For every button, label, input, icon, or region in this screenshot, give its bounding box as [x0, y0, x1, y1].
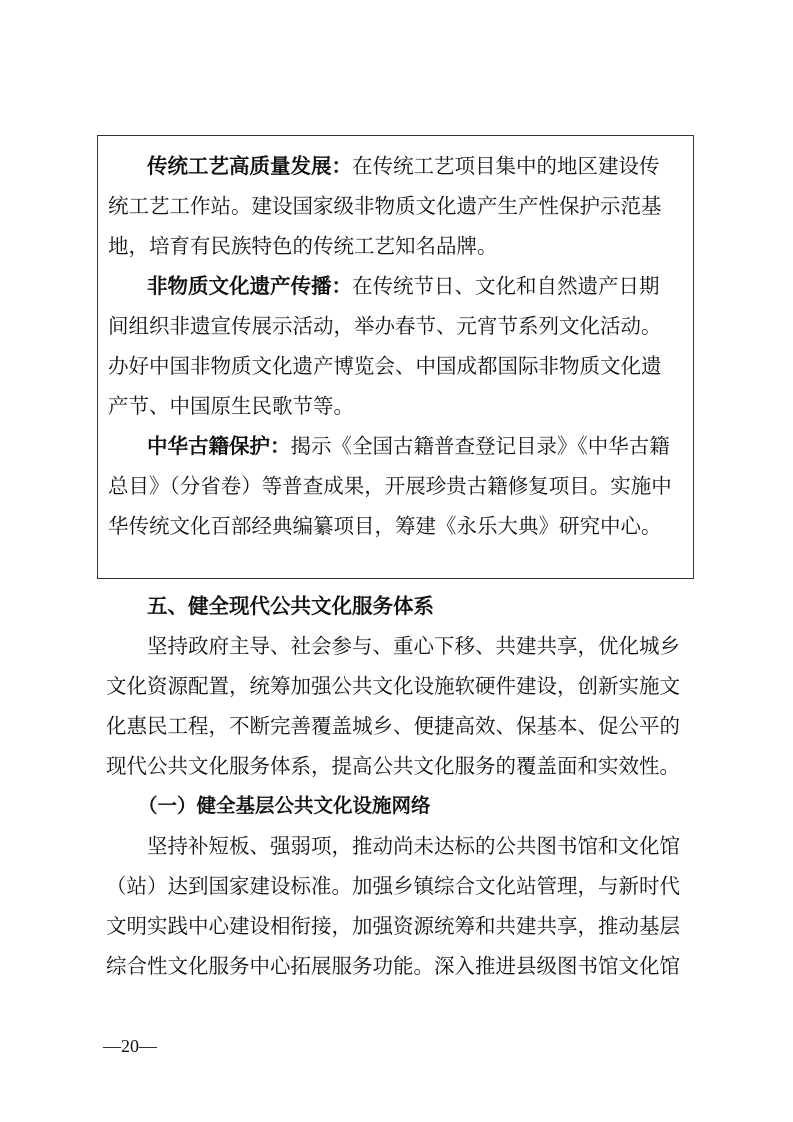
box-paragraph-3-text: 揭示《全国古籍普查登记目录》《中华古籍 — [290, 434, 670, 458]
box-paragraph-1-text: 在传统工艺项目集中的地区建设传 — [352, 154, 660, 178]
highlight-box — [97, 135, 694, 579]
box-paragraph-1-line-1 — [147, 156, 660, 177]
subsection-line-2: （站）达到国家建设标准。加强乡镇综合文化站管理，与新时代 — [106, 874, 680, 898]
box-paragraph-2-text: 在传统节日、文化和自然遗产日期 — [352, 274, 660, 298]
box-paragraph-3-line-2: 总目》（分省卷）等普查成果，开展珍贵古籍修复项目。实施中 — [108, 474, 672, 498]
box-paragraph-2-line-4: 产节、中国原生民歌节等。 — [108, 394, 354, 418]
subsection-line-4: 综合性文化服务中心拓展服务功能。深入推进县级图书馆文化馆 — [106, 954, 680, 978]
page-number: —20— — [103, 1036, 157, 1056]
box-paragraph-2-title: 非物质文化遗产传播： — [147, 274, 352, 298]
section-line-1: 坚持政府主导、社会参与、重心下移、共建共享，优化城乡 — [147, 634, 680, 658]
box-paragraph-2-line-3: 办好中国非物质文化遗产博览会、中国成都国际非物质文化遗 — [108, 354, 662, 378]
box-paragraph-1-line-2: 统工艺工作站。建设国家级非物质文化遗产生产性保护示范基 — [108, 194, 662, 218]
subsection-heading: （一）健全基层公共文化设施网络 — [138, 794, 431, 817]
box-paragraph-3-line-3: 华传统文化百部经典编纂项目，筹建《永乐大典》研究中心。 — [108, 514, 662, 538]
section-line-3: 化惠民工程，不断完善覆盖城乡、便捷高效、保基本、促公平的 — [106, 714, 680, 738]
box-paragraph-3-line-1 — [147, 436, 670, 457]
section-line-4: 现代公共文化服务体系，提高公共文化服务的覆盖面和实效性。 — [106, 754, 680, 778]
box-paragraph-2-line-1 — [147, 276, 660, 297]
subsection-line-1: 坚持补短板、强弱项，推动尚未达标的公共图书馆和文化馆 — [147, 834, 680, 858]
box-paragraph-1-title: 传统工艺高质量发展： — [147, 154, 352, 178]
box-paragraph-1-line-3: 地，培育有民族特色的传统工艺知名品牌。 — [108, 234, 498, 258]
box-paragraph-2-line-2: 间组织非遗宣传展示活动，举办春节、元宵节系列文化活动。 — [108, 314, 662, 338]
subsection-line-3: 文明实践中心建设相衔接，加强资源统筹和共建共享，推动基层 — [106, 914, 680, 938]
section-line-2: 文化资源配置，统筹加强公共文化设施软硬件建设，创新实施文 — [106, 674, 680, 698]
section-heading: 五、健全现代公共文化服务体系 — [147, 594, 434, 618]
box-paragraph-3-title: 中华古籍保护： — [147, 434, 291, 458]
